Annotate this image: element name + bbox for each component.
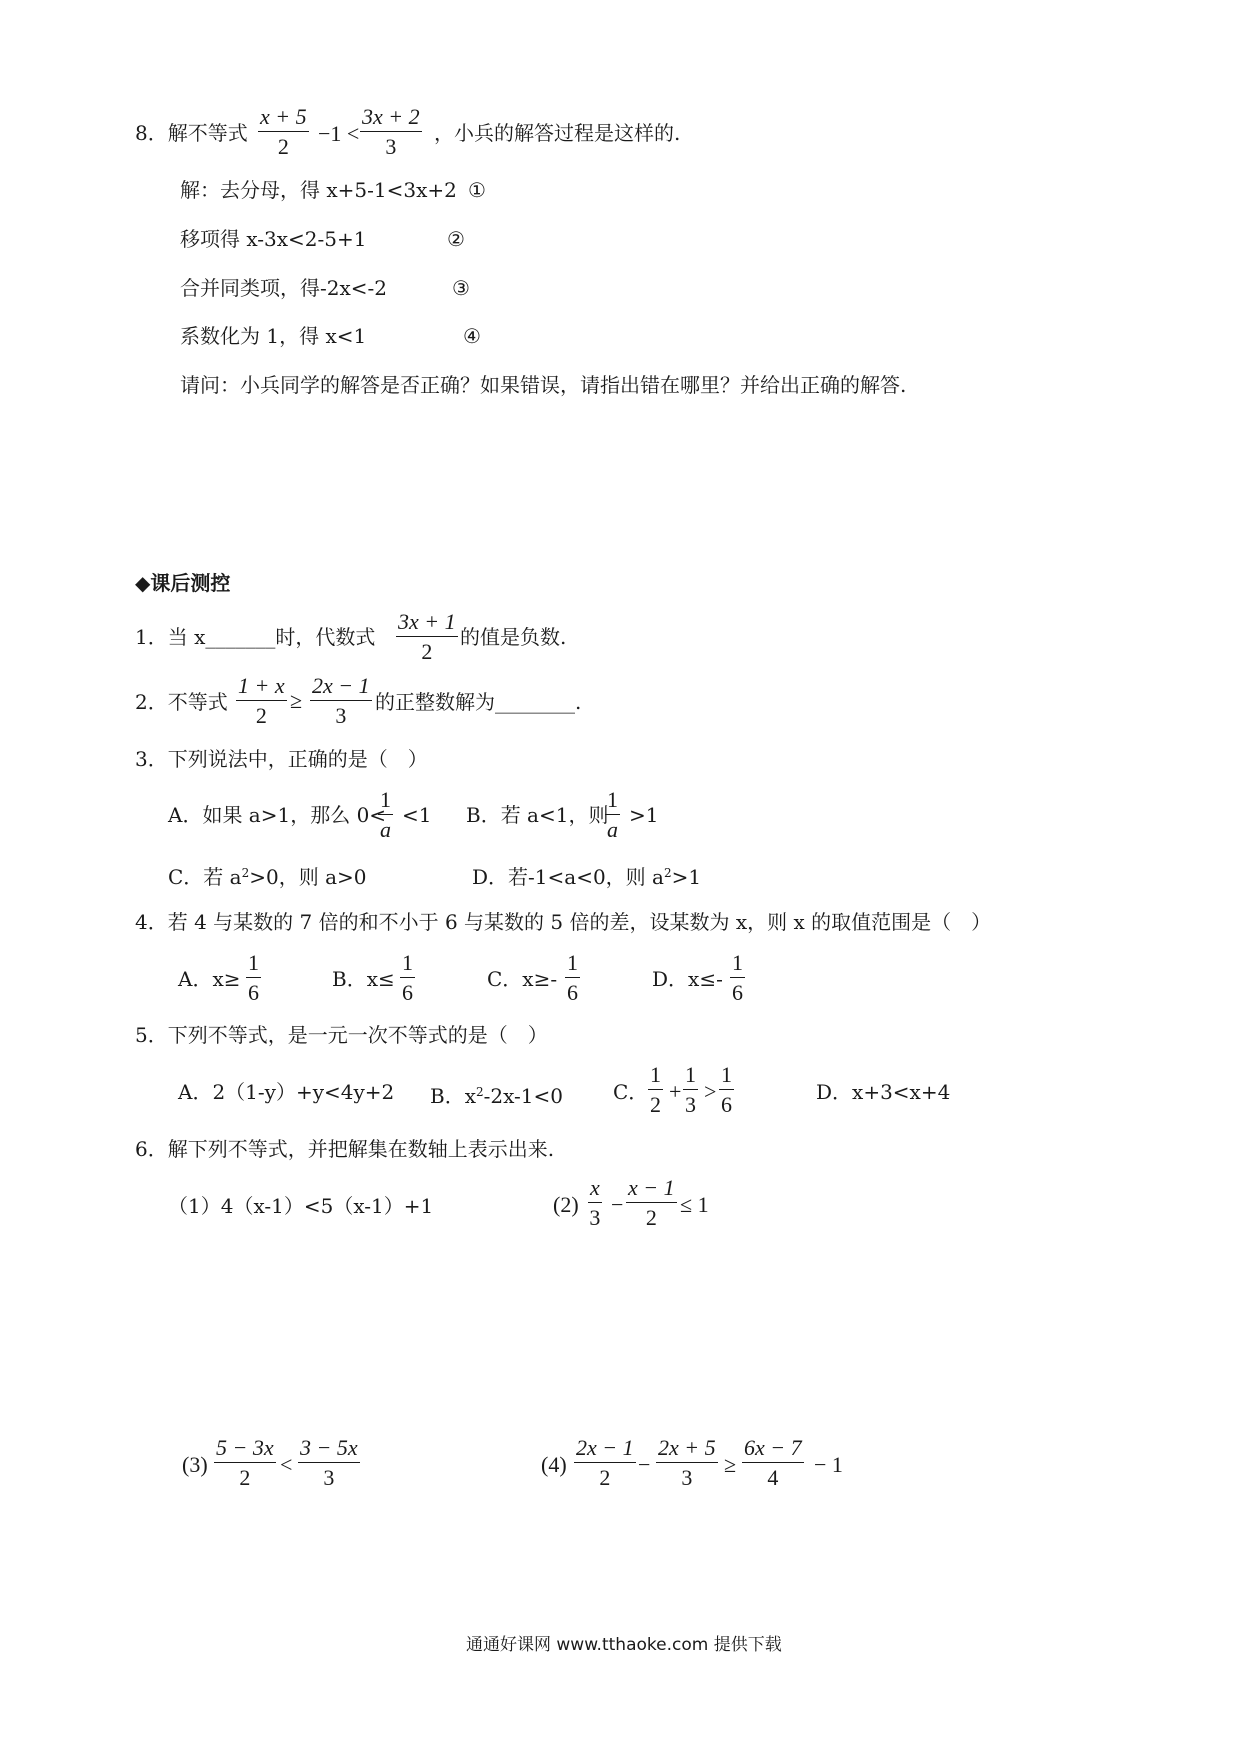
p2-fraction-1: [236, 673, 287, 729]
q8-fraction-2: [360, 104, 422, 160]
p2-fraction-2: [310, 673, 372, 729]
p3-d-prefix: D．若-1<a<0，则 a: [472, 865, 664, 889]
p6-s2-frac2-numerator: x − 1: [626, 1175, 677, 1203]
p4-option-b-fraction: [400, 950, 415, 1006]
section-title: ◆课后测控: [135, 571, 231, 595]
p2-frac1-denominator: 2: [255, 703, 267, 728]
p6-sub-4-fraction-2: [656, 1435, 718, 1491]
p4-b-numerator: 1: [400, 950, 415, 978]
q8-frac1-denominator: 2: [277, 134, 289, 159]
p4-option-d-fraction: [730, 950, 745, 1006]
p6-s3-frac2-numerator: 3 − 5x: [298, 1435, 360, 1463]
p3-option-c: [168, 861, 366, 889]
p6-sub-4-fraction-1: [574, 1435, 636, 1491]
p6-sub-2-fraction-2: [626, 1175, 677, 1231]
p6-sub-4-minus: −: [638, 1452, 651, 1477]
q8-step-4: 系数化为 1，得 x<1: [180, 324, 367, 348]
p4-d-numerator: 1: [730, 950, 745, 978]
q8-step-2-mark: ②: [447, 227, 465, 251]
p5-c-frac2-numerator: 1: [683, 1062, 698, 1090]
p3-stem: 3．下列说法中，正确的是（ ）: [135, 747, 428, 771]
p1-suffix: 的值是负数.: [460, 625, 567, 649]
p4-a-numerator: 1: [246, 950, 261, 978]
p6-sub-2-tail: ≤ 1: [680, 1192, 709, 1217]
p4-option-c-prefix: C．x≥-: [487, 967, 558, 991]
q8-frac2-denominator: 3: [385, 134, 397, 159]
p4-b-denominator: 6: [402, 980, 413, 1005]
p5-c-plus: +: [669, 1079, 682, 1104]
p4-d-denominator: 6: [732, 980, 743, 1005]
footer-source: 通通好课网 www.tthaoke.com 提供下载: [466, 1635, 782, 1655]
p5-c-frac3-denominator: 6: [721, 1092, 732, 1117]
p6-sub-3-fraction-1: [214, 1435, 276, 1491]
p3-c-prefix: C．若 a: [168, 865, 242, 889]
p5-b-suffix: -2x-1<0: [483, 1084, 563, 1108]
p4-a-denominator: 6: [248, 980, 259, 1005]
p6-s4-frac2-denominator: 3: [681, 1465, 693, 1490]
p5-c-fraction-3: [719, 1062, 734, 1118]
p6-sub-4-fraction-3: [742, 1435, 804, 1491]
p1-denominator: 2: [421, 639, 433, 664]
p6-sub-2-label: (2): [553, 1192, 579, 1217]
p1-prefix: 1．当 x_______时，代数式: [135, 625, 376, 649]
q8-frac2-numerator: 3x + 2: [360, 104, 422, 132]
q8-step-2: 移项得 x-3x<2-5+1: [180, 227, 367, 251]
p3-b-numerator: 1: [605, 787, 620, 815]
p4-c-numerator: 1: [565, 950, 580, 978]
p6-s4-frac3-denominator: 4: [767, 1465, 779, 1490]
p3-d-suffix: >1: [671, 865, 702, 889]
p5-c-frac3-numerator: 1: [719, 1062, 734, 1090]
p5-stem: 5．下列不等式，是一元一次不等式的是（ ）: [135, 1023, 548, 1047]
q8-step-1-mark: ①: [468, 178, 486, 202]
p3-option-b-suffix: >1: [629, 803, 659, 827]
p3-option-a-fraction: [378, 787, 393, 843]
p4-option-d-prefix: D．x≤-: [652, 967, 723, 991]
p3-option-a-prefix: A．如果 a>1，那么 0<: [168, 803, 387, 827]
q8-intro-suffix: ，小兵的解答过程是这样的.: [434, 121, 681, 145]
p5-c-frac1-denominator: 2: [650, 1092, 661, 1117]
p2-operator: ≥: [290, 688, 303, 713]
p2-frac1-numerator: 1 + x: [236, 673, 287, 701]
p4-option-a-prefix: A．x≥: [178, 967, 241, 991]
p5-option-c-prefix: C．: [613, 1080, 649, 1104]
p6-s4-frac2-numerator: 2x + 5: [656, 1435, 718, 1463]
p1-fraction: [396, 609, 458, 665]
p3-option-b-prefix: B．若 a<1，则: [466, 803, 609, 827]
q8-step-4-mark: ④: [463, 324, 481, 348]
p2-prefix: 2．不等式: [135, 690, 228, 714]
p4-option-c-fraction: [565, 950, 580, 1006]
p6-sub-3-operator: <: [280, 1452, 293, 1477]
p6-s3-frac1-denominator: 2: [239, 1465, 251, 1490]
p6-sub-4-tail: − 1: [814, 1452, 843, 1477]
p5-option-a: A．2（1-y）+y<4y+2: [178, 1080, 395, 1104]
p6-sub-4-operator: ≥: [724, 1452, 737, 1477]
p6-sub-4-label: (4): [541, 1452, 567, 1477]
p6-sub-3-fraction-2: [298, 1435, 360, 1491]
p6-s4-frac3-numerator: 6x − 7: [742, 1435, 804, 1463]
q8-frac1-numerator: x + 5: [258, 104, 309, 132]
p4-option-b-prefix: B．x≤: [332, 967, 395, 991]
p3-b-denominator: a: [607, 817, 618, 842]
p6-s3-frac1-numerator: 5 − 3x: [214, 1435, 276, 1463]
p5-c-frac2-denominator: 3: [685, 1092, 696, 1117]
p6-sub-1: （1）4（x-1）<5（x-1）+1: [168, 1194, 434, 1218]
p6-s2-frac2-denominator: 2: [645, 1205, 657, 1230]
p2-suffix: 的正整数解为________.: [375, 690, 582, 714]
p3-a-numerator: 1: [378, 787, 393, 815]
p6-stem: 6．解下列不等式，并把解集在数轴上表示出来.: [135, 1137, 555, 1161]
p6-s2-frac1-numerator: x: [588, 1175, 602, 1203]
p4-c-denominator: 6: [567, 980, 578, 1005]
p5-option-d: D．x+3<x+4: [816, 1080, 951, 1104]
q8-intro-prefix: 8．解不等式: [135, 121, 248, 145]
p2-frac2-numerator: 2x − 1: [310, 673, 372, 701]
q8-question: 请问：小兵同学的解答是否正确？如果错误，请指出错在哪里？并给出正确的解答.: [180, 373, 907, 397]
p4-stem: 4．若 4 与某数的 7 倍的和不小于 6 与某数的 5 倍的差，设某数为 x，则 x 的取值范围是（ ）: [135, 910, 992, 934]
p6-sub-2-minus: −: [611, 1192, 624, 1217]
p5-b-prefix: B．x: [430, 1084, 476, 1108]
q8-fraction-1: [258, 104, 309, 160]
p3-option-b-fraction: [605, 787, 620, 843]
p6-s4-frac1-numerator: 2x − 1: [574, 1435, 636, 1463]
p5-c-fraction-2: [683, 1062, 698, 1118]
p3-option-a-suffix: <1: [402, 803, 432, 827]
p3-c-suffix: >0，则 a>0: [249, 865, 367, 889]
p5-c-frac1-numerator: 1: [648, 1062, 663, 1090]
p3-c-exponent: 2: [241, 866, 250, 880]
p3-a-denominator: a: [380, 817, 391, 842]
p5-c-greater: >: [704, 1079, 717, 1104]
q8-minus-one: −1 <: [318, 121, 360, 146]
p5-option-b: [430, 1080, 563, 1108]
p3-d-exponent: 2: [663, 866, 672, 880]
p5-b-exponent: 2: [475, 1085, 484, 1099]
p6-sub-2-fraction-1: [588, 1175, 602, 1231]
q8-step-3-mark: ③: [452, 276, 470, 300]
p2-frac2-denominator: 3: [335, 703, 347, 728]
p5-c-fraction-1: [648, 1062, 663, 1118]
p6-s4-frac1-denominator: 2: [599, 1465, 611, 1490]
p6-s2-frac1-denominator: 3: [589, 1205, 601, 1230]
p3-option-d: [472, 861, 701, 889]
q8-step-3: 合并同类项，得-2x<-2: [180, 276, 388, 300]
q8-step-1: 解：去分母，得 x+5-1<3x+2: [180, 178, 457, 202]
p6-s3-frac2-denominator: 3: [323, 1465, 335, 1490]
p6-sub-3-label: (3): [182, 1452, 208, 1477]
p1-numerator: 3x + 1: [396, 609, 458, 637]
p4-option-a-fraction: [246, 950, 261, 1006]
